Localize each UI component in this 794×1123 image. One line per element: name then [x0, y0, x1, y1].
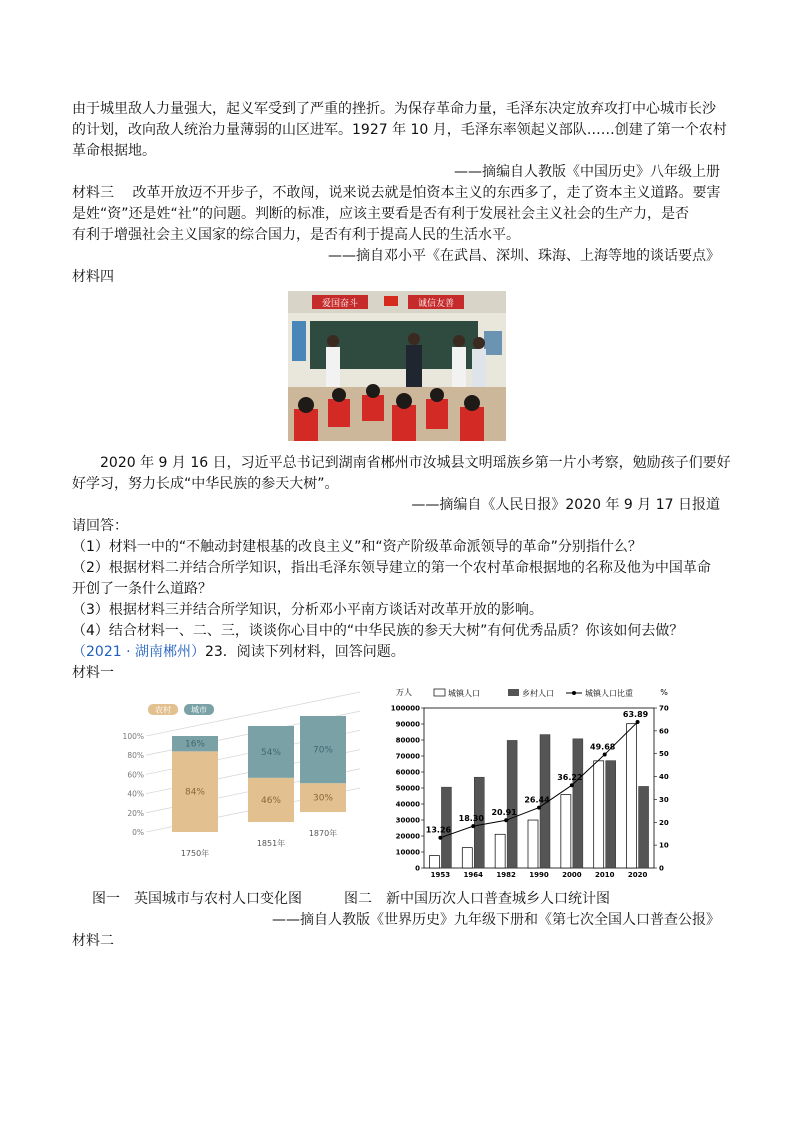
material3-source: ——摘自邓小平《在武昌、深圳、珠海、上海等地的谈话要点》 — [328, 248, 720, 264]
fig2-legend-rural: 乡村人口 — [522, 689, 554, 698]
fig2-left-tick: 10000 — [395, 848, 420, 857]
fig2-category: 2020 — [627, 871, 648, 879]
fig2-plot-frame — [424, 708, 654, 868]
fig2-bar-rural — [606, 761, 616, 868]
fig2-left-tick: 20000 — [395, 832, 420, 841]
fig1-y-tick: 40% — [127, 789, 144, 799]
fig1-label-rural: 84% — [184, 787, 206, 798]
fig2-ratio-label: 26.44 — [524, 795, 550, 805]
material4-source: ——摘编自《人民日报》2020 年 9 月 17 日报道 — [411, 497, 720, 513]
fig2-caption: 图二 新中国历次人口普查城乡人口统计图 — [344, 891, 610, 907]
fig1-category: 1851年 — [256, 839, 286, 848]
fig2-left-tick: 30000 — [395, 816, 420, 825]
next-question-text: 23．阅读下列材料，回答问题。 — [204, 644, 405, 660]
material3-line-3: 有利于增强社会主义国家的综合国力，是否有利于提高人民的生活水平。 — [72, 227, 520, 243]
fig2-left-tick: 40000 — [395, 800, 420, 809]
material4-line-2: 好学习，努力长成“中华民族的参天大树”。 — [72, 476, 339, 492]
fig2-ratio-label: 63.89 — [622, 709, 649, 719]
fig2-right-tick: 60 — [659, 727, 669, 736]
fig2-right-tick: 70 — [659, 704, 669, 713]
fig2-bar-urban — [561, 795, 571, 868]
fig2-legend-ratio: 城镇人口比重 — [585, 689, 633, 698]
fig1-legend-label: 城市 — [191, 705, 207, 715]
fig2-legend-rural-swatch — [508, 689, 519, 696]
material2-line-3: 革命根据地。 — [72, 143, 156, 159]
question-2-line-1: （2）根据材料二并结合所学知识，指出毛泽东领导建立的第一个农村革命根据地的名称及他为中国革命 — [72, 560, 711, 576]
fig2-ratio-point — [537, 806, 541, 810]
material3-line-1: 材料三 改革开放迈不开步子，不敢闯，说来说去就是怕资本主义的东西多了，走了资本主义道路。要害 — [72, 185, 721, 201]
material4-line-1: 2020 年 9 月 16 日，习近平总书记到湖南省郴州市汝城县文明瑶族乡第一片小考察，勉励孩子们要好 — [100, 455, 731, 471]
material1-label: 材料一 — [72, 665, 114, 681]
fig2-category: 2010 — [594, 871, 615, 879]
fig2-ratio-point — [570, 783, 574, 787]
fig2-bar-urban — [627, 724, 637, 868]
fig2-right-tick: 10 — [659, 841, 669, 850]
fig2-ratio-label: 49.68 — [590, 742, 616, 752]
fig2-right-unit: % — [660, 688, 668, 697]
fig2-ratio-label: 36.22 — [557, 773, 583, 783]
questions-prompt: 请回答： — [72, 518, 128, 534]
fig1-label-rural: 46% — [260, 795, 282, 806]
fig2-left-tick: 90000 — [395, 720, 420, 729]
fig1-label-urban: 70% — [312, 745, 334, 756]
fig2-bar-urban — [429, 856, 439, 868]
question-4: （4）结合材料一、二、三，谈谈你心目中的“中华民族的参天大树”有何优秀品质？你该如何去做？ — [72, 623, 684, 639]
fig2-ratio-label: 18.30 — [458, 814, 484, 824]
material2-line-2: 的计划，改向敌人统治力量薄弱的山区进军。1927 年 10 月，毛泽东率领起义部队……创建了第一个农村 — [72, 122, 727, 138]
fig2-legend-urban: 城镇人口 — [448, 689, 480, 698]
fig2-bar-rural — [507, 740, 517, 868]
banner-right-text: 诚信友善 — [417, 299, 455, 309]
fig2-left-unit: 万人 — [396, 688, 412, 697]
banner-left-text: 爱国奋斗 — [321, 299, 359, 309]
fig2-right-tick: 0 — [659, 864, 664, 873]
fig2-category: 1990 — [529, 871, 549, 879]
fig2-ratio-point — [471, 824, 475, 828]
fig1-y-tick: 0% — [132, 828, 144, 837]
classroom-photo — [288, 291, 506, 441]
question-3: （3）根据材料三并结合所学知识，分析邓小平南方谈话对改革开放的影响。 — [72, 602, 543, 618]
material2-next-label: 材料二 — [72, 933, 114, 949]
fig2-legend-ratio-dot — [572, 691, 576, 695]
question-1: （1）材料一中的“不触动封建根基的改良主义”和“资产阶级革命派领导的革命”分别指什么？ — [72, 539, 642, 555]
fig2-left-tick: 70000 — [395, 752, 420, 761]
fig1-y-tick: 100% — [122, 732, 144, 741]
source-tag[interactable]: （2021 · 湖南郴州） — [72, 644, 205, 660]
fig2-bar-urban — [462, 848, 472, 868]
fig2-category: 1982 — [496, 871, 516, 879]
material3-line-2: 是姓“资”还是姓“社”的问题。判断的标准，应该主要看是否有利于发展社会主义社会的生产力，是否 — [72, 206, 690, 222]
fig1-label-rural: 30% — [312, 793, 334, 804]
fig2-left-tick: 60000 — [395, 768, 420, 777]
fig2-ratio-label: 20.91 — [491, 808, 517, 818]
fig2-ratio-label: 13.26 — [425, 825, 452, 835]
fig1-label-urban: 54% — [260, 747, 282, 758]
fig1-label-urban: 16% — [184, 739, 206, 750]
fig2-legend-urban-swatch — [434, 689, 445, 696]
fig2-right-tick: 50 — [659, 750, 669, 759]
fig2-right-tick: 40 — [659, 773, 669, 782]
fig2-bar-urban — [495, 834, 505, 868]
fig2-chart — [382, 686, 672, 880]
fig2-bar-urban — [528, 820, 538, 868]
figures-source: ——摘自人教版《世界历史》九年级下册和《第七次全国人口普查公报》 — [272, 912, 720, 928]
fig2-ratio-point — [438, 836, 442, 840]
material2-source: ——摘编自人教版《中国历史》八年级上册 — [454, 164, 720, 180]
fig2-category: 2000 — [562, 871, 582, 879]
fig2-bar-rural — [573, 739, 583, 868]
fig1-category: 1750年 — [180, 849, 210, 858]
fig2-right-tick: 30 — [659, 795, 669, 804]
fig2-left-tick: 50000 — [395, 784, 420, 793]
fig1-y-tick: 60% — [127, 770, 144, 780]
fig1-chart — [100, 690, 370, 880]
fig1-y-tick: 80% — [127, 751, 144, 761]
fig2-ratio-point — [504, 818, 508, 822]
fig2-ratio-point — [636, 720, 640, 724]
next-question — [72, 643, 405, 661]
fig2-category: 1964 — [463, 871, 484, 879]
fig2-category: 1953 — [430, 871, 451, 879]
material4-label: 材料四 — [72, 269, 114, 285]
question-2-line-2: 开创了一条什么道路？ — [72, 581, 212, 597]
material2-line-1: 由于城里敌人力量强大，起义军受到了严重的挫折。为保存革命力量，毛泽东决定放弃攻打中心城市长沙 — [72, 101, 716, 117]
fig1-legend-label: 农村 — [155, 705, 171, 715]
fig1-caption: 图一 英国城市与农村人口变化图 — [92, 891, 302, 907]
fig2-ratio-point — [603, 752, 607, 756]
fig2-bar-urban — [594, 761, 604, 868]
fig2-left-tick: 80000 — [395, 736, 420, 745]
fig2-bar-rural — [639, 786, 649, 868]
fig2-left-tick: 0 — [415, 864, 420, 873]
fig1-y-tick: 20% — [127, 808, 144, 818]
fig1-category: 1870年 — [308, 829, 338, 838]
fig2-right-tick: 20 — [659, 818, 669, 827]
fig2-left-tick: 100000 — [390, 704, 420, 713]
